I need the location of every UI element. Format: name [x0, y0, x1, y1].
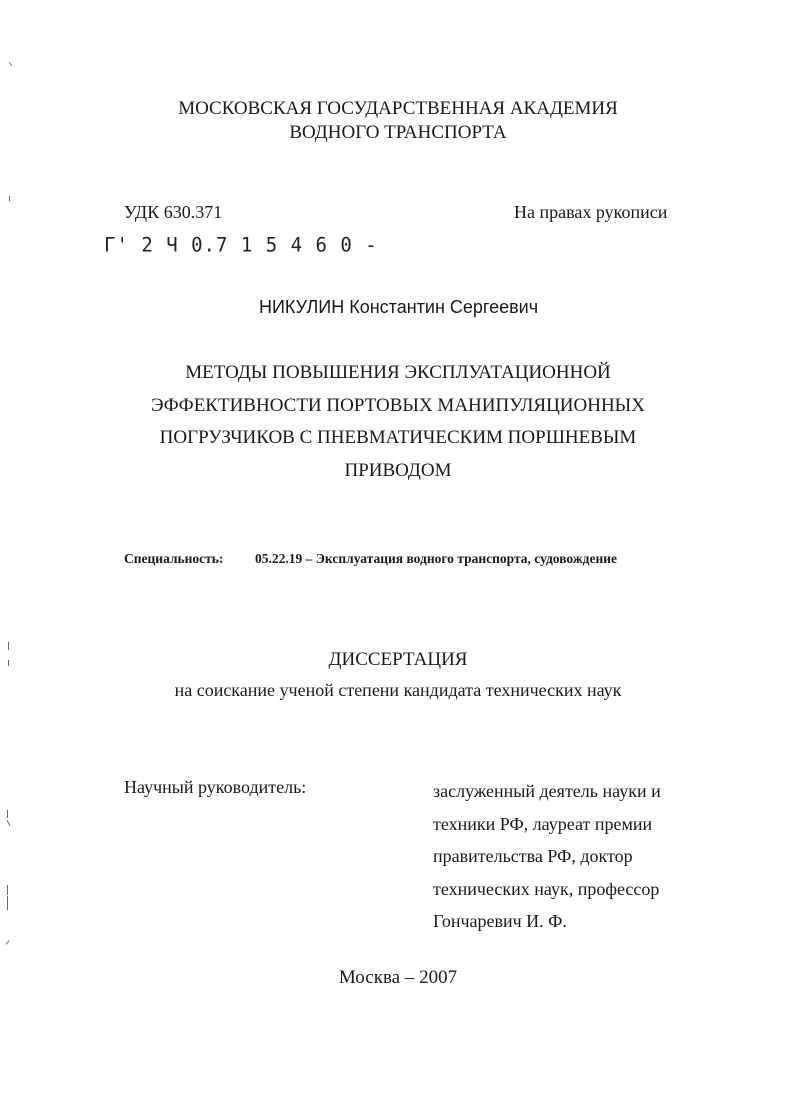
- manuscript-rights-note: На правах рукописи: [514, 202, 668, 222]
- institution-line-1: МОСКОВСКАЯ ГОСУДАРСТВЕННАЯ АКАДЕМИЯ: [178, 98, 618, 119]
- dissertation-title: [0, 357, 796, 487]
- institution-name: [0, 97, 796, 145]
- title-line: ПОГРУЗЧИКОВ С ПНЕВМАТИЧЕСКИМ ПОРШНЕВЫМ: [159, 427, 637, 448]
- supervisor-line: техники РФ, лауреат премии: [433, 813, 653, 834]
- document-type: ДИССЕРТАЦИЯ: [328, 649, 468, 670]
- supervisor-line: технических наук, профессор: [433, 878, 660, 899]
- supervisor-name: Гончаревич И. Ф.: [433, 911, 567, 931]
- title-line: МЕТОДЫ ПОВЫШЕНИЯ ЭКСПЛУАТАЦИОННОЙ: [185, 362, 611, 383]
- city-and-year: Москва – 2007: [338, 967, 458, 988]
- title-line: ПРИВОДОМ: [344, 459, 452, 481]
- degree-description: на соискание ученой степени кандидата технических наук: [174, 680, 622, 700]
- supervisor-line: правительства РФ, доктор: [433, 846, 633, 866]
- institution-line-2: ВОДНОГО ТРАНСПОРТА: [289, 122, 507, 143]
- registration-stamp-number: Г' 2 Ч 0.7 1 5 4 6 0 -: [104, 233, 378, 257]
- scan-artifact: [7, 896, 8, 910]
- udk-code: УДК 630.371: [124, 202, 223, 222]
- specialty-value: 05.22.19 – Эксплуатация водного транспорта, судовождение: [255, 551, 617, 566]
- supervisor-label: Научный руководитель:: [124, 777, 307, 797]
- supervisor-details: [433, 775, 661, 938]
- title-line: ЭФФЕКТИВНОСТИ ПОРТОВЫХ МАНИПУЛЯЦИОННЫХ: [151, 394, 645, 416]
- scan-artifact: [9, 62, 12, 66]
- specialty-label: Специальность:: [124, 551, 224, 566]
- scan-artifact: [7, 820, 11, 826]
- scan-artifact: [7, 810, 8, 818]
- scan-artifact: [6, 940, 10, 944]
- supervisor-line: заслуженный деятель науки и: [433, 781, 661, 801]
- scan-artifact: [9, 196, 10, 201]
- scan-artifact: [7, 885, 8, 895]
- author-name: НИКУЛИН Константин Сергеевич: [259, 297, 539, 317]
